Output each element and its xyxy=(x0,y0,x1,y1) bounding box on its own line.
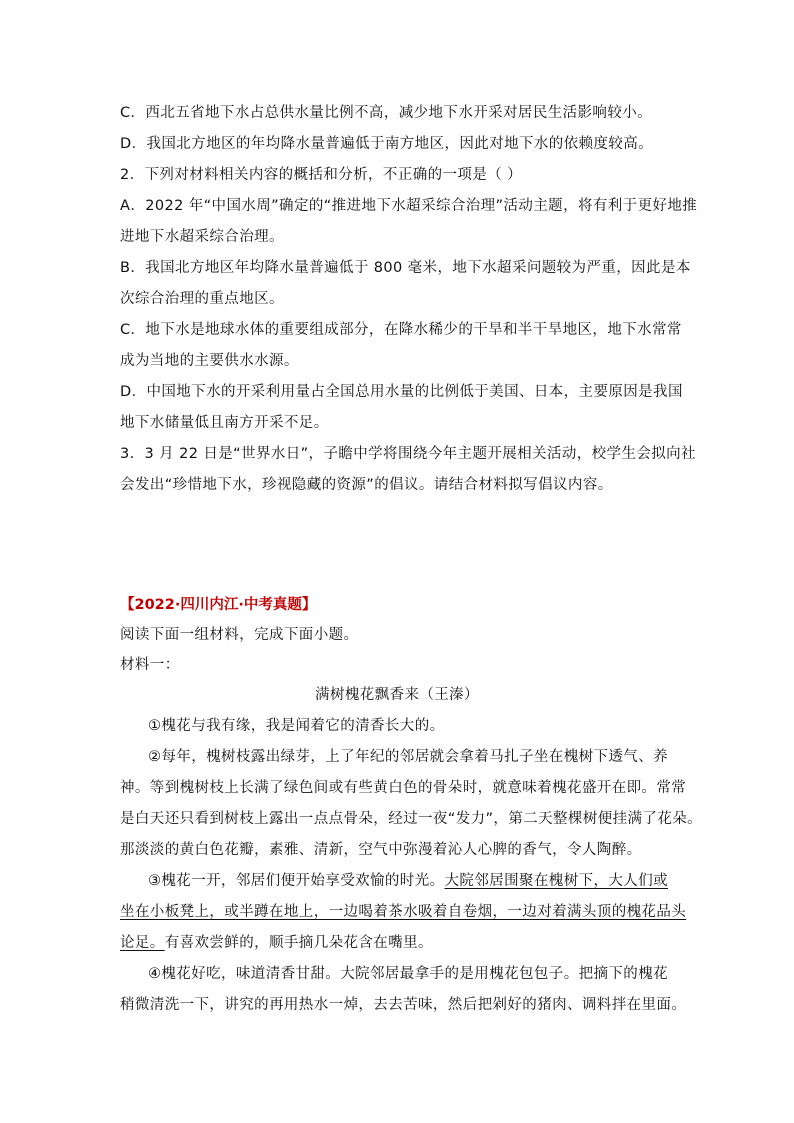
paragraph-2-line1: ②每年，槐树枝露出绿芽，上了年纪的邻居就会拿着马扎子坐在槐树下透气、养 xyxy=(148,749,668,765)
paragraph-1: ①槐花与我有缘，我是闻着它的清香长大的。 xyxy=(148,718,445,734)
paragraph-3-line3-plain: 有喜欢尝鲜的，顺手摘几朵花含在嘴里。 xyxy=(164,935,433,951)
paragraph-4-line2: 稍微清洗一下，讲究的再用热水一焯，去去苦味，然后把剁好的猪肉、调料拌在里面。 xyxy=(120,997,687,1013)
q2-option-c-line2: 成为当地的主要供水水源。 xyxy=(120,353,299,369)
paragraph-3-line1 xyxy=(148,871,668,891)
paragraph-3-line3 xyxy=(120,933,433,953)
paragraph-2-line2: 神。等到槐树枝上长满了绿色间或有些黄白色的骨朵时，就意味着槐花盛开在即。常常 xyxy=(120,780,687,796)
section-instruction: 阅读下面一组材料，完成下面小题。 xyxy=(120,627,359,643)
q3-line1: 3．3 月 22 日是“世界水日”，子瞻中学将围绕今年主题开展相关活动，校学生会拟向社 xyxy=(120,446,696,462)
q2-option-c-line1: C．地下水是地球水体的重要组成部分，在降水稀少的干旱和半干旱地区，地下水常常 xyxy=(120,322,682,338)
q2-stem: 2．下列对材料相关内容的概括和分析，不正确的一项是（ ） xyxy=(120,167,523,183)
q2-option-b-line1: B．我国北方地区年均降水量普遍低于 800 毫米，地下水超采问题较为严重，因此是本 xyxy=(120,260,691,276)
material-label: 材料一： xyxy=(120,657,180,673)
article-title: 满树槐花飘香来（王溱） xyxy=(315,687,479,703)
paragraph-2-line3: 是白天还只看到树枝上露出一点点骨朵，经过一夜“发力”，第二天整棵树便挂满了花朵。 xyxy=(120,811,703,827)
q1-option-c: C．西北五省地下水占总供水量比例不高，减少地下水开采对居民生活影响较小。 xyxy=(120,105,653,121)
paragraph-3-underlined-start: 大院邻居围聚在槐树下，大人们或 xyxy=(444,873,668,889)
q2-option-a-line2: 进地下水超采综合治理。 xyxy=(120,229,284,245)
section-source-tag: 【2022·四川内江·中考真题】 xyxy=(120,597,317,613)
q2-option-d-line2: 地下水储量低且南方开采不足。 xyxy=(120,415,329,431)
q2-option-d-line1: D．中国地下水的开采利用量占全国总用水量的比例低于美国、日本，主要原因是我国 xyxy=(120,384,683,400)
q2-option-a-line1: A．2022 年“中国水周”确定的“推进地下水超采综合治理”活动主题，将有利于更好地推 xyxy=(120,198,698,214)
paragraph-4-line1: ④槐花好吃，味道清香甘甜。大院邻居最拿手的是用槐花包包子。把摘下的槐花 xyxy=(148,966,668,982)
paragraph-3-line1-plain: ③槐花一开，邻居们便开始享受欢愉的时光。 xyxy=(148,873,445,889)
paragraph-3-underlined-middle: 坐在小板凳上，或半蹲在地上，一边喝着茶水吸着自卷烟，一边对着满头顶的槐花品头 xyxy=(120,904,687,920)
q1-option-d: D．我国北方地区的年均降水量普遍低于南方地区，因此对地下水的依赖度较高。 xyxy=(120,136,654,152)
q3-line2: 会发出“珍惜地下水，珍视隐藏的资源”的倡议。请结合材料拟写倡议内容。 xyxy=(120,477,613,493)
paragraph-2-line4: 那淡淡的黄白色花瓣，素雅、清新，空气中弥漫着沁人心脾的香气，令人陶醉。 xyxy=(120,842,642,858)
paragraph-3-line2 xyxy=(120,902,686,922)
paragraph-3-underlined-end: 论足。 xyxy=(120,935,165,951)
q2-option-b-line2: 次综合治理的重点地区。 xyxy=(120,291,284,307)
